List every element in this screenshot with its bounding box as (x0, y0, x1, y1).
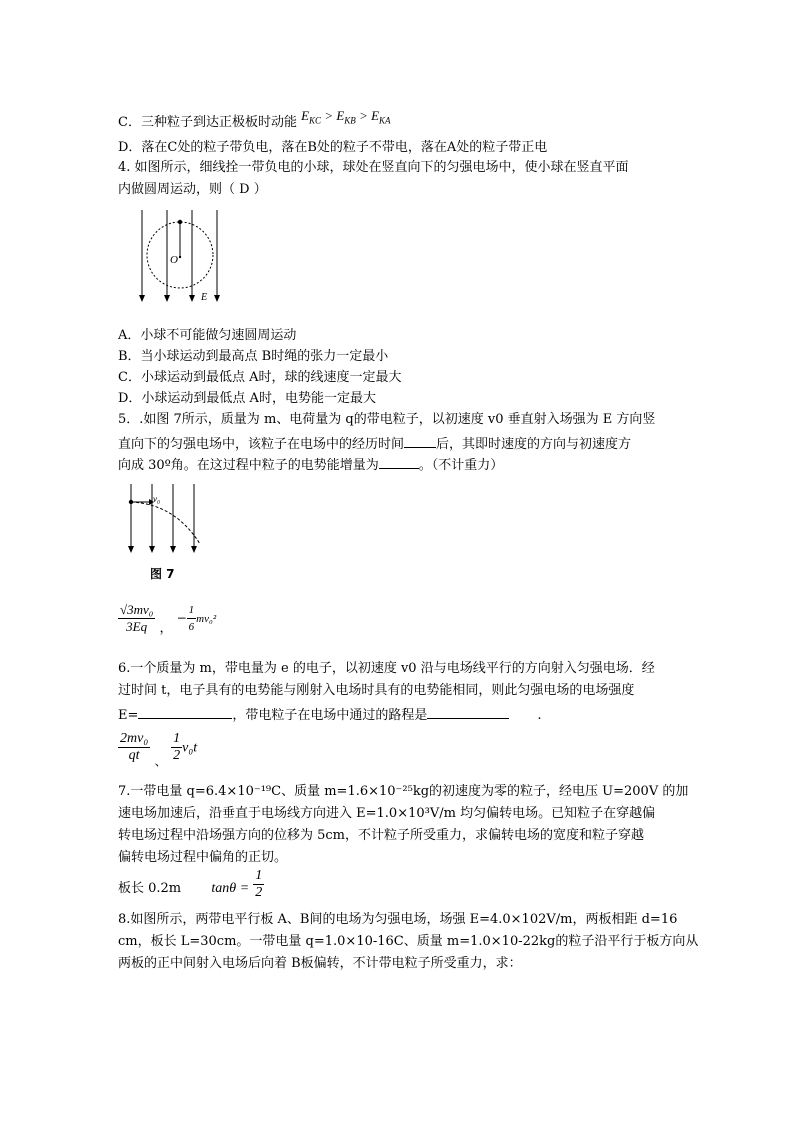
q5-answer-frac2: $\frac{1}{6}$ (188, 604, 195, 633)
q4-option-d: D．小球运动到最低点 A时，电势能一定最大 (118, 391, 376, 406)
q4-field-label: E (201, 292, 208, 303)
q3-option-c-text: C．三种粒子到达正极板时动能 (118, 115, 297, 130)
q8-line1: 8.如图所示，两带电平行板 A、B间的电场为匀强电场，场强 E=4.0×102V/m，两板相距 d=16 (118, 912, 678, 927)
q7-line4: 偏转电场过程中偏角的正切。 (118, 850, 288, 865)
q6-answer-frac2: $\frac{1}{2}$ (173, 731, 181, 763)
q6-line2: 过时间 t，电子具有的电势能与刚射入电场时具有的电势能相同，则此匀强电场的电场强度 (118, 683, 635, 698)
q5-line2: 直向下的匀强电场中，该粒子在电场中的经历时间 后，其即时速度的方向与初速度方 (118, 434, 631, 453)
q7-line2: 速电场加速后，沿垂直于电场线方向进入 E=1.0×10³V/m 均匀偏转电场。已知粒子在穿越偏 (118, 806, 656, 821)
q5-figure-caption: 图 7 (150, 567, 175, 581)
q5-figure-deflection (125, 482, 215, 557)
q7-answer: 板长 0.2m tanθ = $\frac{1}{2}$ (118, 868, 263, 900)
q4-option-c: C．小球运动到最低点 A时，球的线速度一定最大 (118, 370, 402, 385)
q4-option-a: A．小球不可能做匀速圆周运动 (118, 328, 297, 343)
q5-line1: 5．.如图 7所示，质量为 m、电荷量为 q的带电粒子，以初速度 v0 垂直射入场强为 E 方向竖 (118, 412, 656, 427)
q3-option-d: D．落在C处的粒子带负电，落在B处的粒子不带电，落在A处的粒子带正电 (118, 140, 548, 155)
q6-line1: 6.一个质量为 m，带电量为 e 的电子，以初速度 v0 沿与电场线平行的方向射入匀强电场．经 (118, 661, 655, 676)
q7-line3: 转电场过程中沿场强方向的位移为 5cm，不计粒子所受重力，求偏转电场的宽度和粒子穿越 (118, 828, 645, 843)
q7-answer-frac: $\frac{1}{2}$ (255, 868, 263, 900)
q4-option-b: B．当小球运动到最高点 B时绳的张力一定最小 (118, 349, 389, 364)
q6-line3: E= ，带电粒子在电场中通过的路程是 . (118, 705, 542, 724)
q4-figure-circle-in-field (130, 205, 230, 305)
q6-answer: $\frac{\text{2mv₀}}{qt}$ 、 $\frac{1}{2}$ v₀t (120, 731, 198, 769)
q4-stem-line2: 内做圆周运动，则（ D ） (118, 182, 267, 197)
q8-line2: cm，板长 L=30cm。一带电量 q=1.0×10-16C、质量 m=1.0×10-22kg的粒子沿平行于板方向从 (118, 934, 699, 949)
q4-center-label: O (170, 254, 178, 266)
q3-option-c-formula: $E_{KC} > E_{KB} > E_{KA}$ (301, 108, 391, 126)
q8-line3: 两板的正中间射入电场后向着 B板偏转，不计带电粒子所受重力，求： (118, 956, 522, 971)
q3-option-c (118, 108, 391, 135)
q5-line3: 向成 30º角。在这过程中粒子的电势能增量为 。（不计重力） (118, 455, 503, 474)
q7-line1: 7.一带电量 q=6.4×10⁻¹⁹C、质量 m=1.6×10⁻²⁵kg的初速度为零的粒子，经电压 U=200V 的加 (118, 784, 689, 799)
q6-answer-frac1: $\frac{\text{2mv₀}}{qt}$ (120, 731, 149, 763)
q5-answer-frac1: $\frac{\text{√3mv₀}}{3Eq}$ (120, 602, 154, 634)
q4-stem-line1: 4. 如图所示，细线拴一带负电的小球，球处在竖直向下的匀强电场中，使小球在竖直平面 (118, 160, 629, 175)
q5-answer: $\frac{\text{√3mv₀}}{3Eq}$ ， − $\frac{1}{6}$ mv₀² (120, 602, 217, 636)
q5-velocity-label: v₀ (153, 494, 161, 504)
